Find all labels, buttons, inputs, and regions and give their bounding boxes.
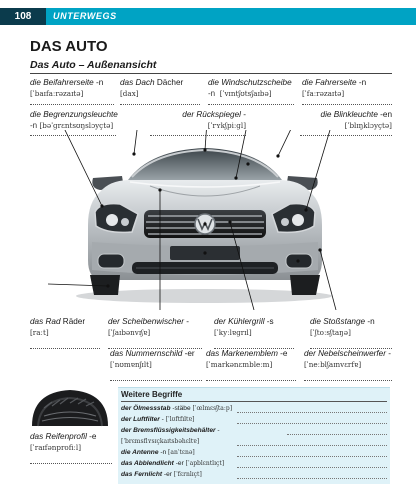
- glossary-item: die Antenne -n [anˈtɛnə]: [121, 447, 387, 458]
- left-fog-light: [98, 254, 124, 268]
- term-windschutzscheibe: die Windschutzscheibe -n [ˈvɪntʃʊtsʃaɪbə]: [208, 78, 294, 105]
- term-begrenzungsleuchte: die Begrenzungsleuchte -n [bəˈɡrɛntsʊŋslɔyçtə]: [30, 110, 116, 136]
- left-wheel: [90, 275, 120, 295]
- glossary-box: [118, 387, 390, 484]
- term-dach: das Dach Dächer [dax]: [120, 78, 200, 105]
- glossary-title: Weitere Begriffe: [121, 390, 183, 399]
- page-title: DAS AUTO: [30, 38, 108, 55]
- tire-tread-image: [30, 386, 110, 428]
- term-nummernschild: das Nummernschild -er [ˈnʊmɐnʃɪlt]: [110, 349, 202, 381]
- glossary-item-continuation: [ˈbrɛmsflʏsɪçkaɪtsbəhɛltɐ]: [121, 436, 387, 447]
- subtitle: Das Auto – Außenansicht: [30, 59, 157, 71]
- glossary-divider: [121, 401, 387, 402]
- term-kuehlergrill: der Kühlergrill -s [ˈkyːlɐɡrɪl]: [214, 317, 294, 349]
- subtitle-divider: [30, 73, 392, 74]
- term-nebelscheinwerfer: der Nebelscheinwerfer - [ˈneːblʃaɪnvɛrfɐ]: [304, 349, 392, 381]
- term-markenemblem: das Markenemblem -e [ˈmarkənɛmbleːm]: [206, 349, 296, 381]
- page-number: 108: [0, 8, 46, 25]
- term-reifenprofil: das Reifenprofil -e [ˈraɪfənprofiːl]: [30, 432, 112, 464]
- term-blinkleuchte: die Blinkleuchte -en [ˈblɪŋklɔyçtə]: [300, 110, 392, 136]
- car-front-illustration: [0, 130, 416, 310]
- windshield: [128, 148, 282, 180]
- glossary-item: der Luftfilter - [ˈlʊftfɪltɐ]: [121, 414, 387, 425]
- glossary-item: das Fernlicht -er [ˈfɛrnlɪçt]: [121, 469, 387, 480]
- term-rad: das Rad Räder [raːt]: [30, 317, 100, 349]
- glossary-item: der Ölmessstab -stäbe [ˈœlmɛsʃtaːp]: [121, 403, 387, 414]
- term-fahrerseite: die Fahrerseite -n [ˈfaːrəzaɪtə]: [302, 78, 392, 105]
- glossary-item: der Bremsflüssigkeitsbehälter -: [121, 425, 387, 436]
- term-rueckspiegel: der Rückspiegel - [ˈrʏkʃpiːɡl]: [150, 110, 246, 136]
- term-stossstange: die Stoßstange -n [ˈʃtoːsʃtaŋə]: [310, 317, 392, 349]
- section-label: UNTERWEGS: [53, 11, 117, 21]
- glossary-item: das Abblendlicht -er [ˈapblɛntlɪçt]: [121, 458, 387, 469]
- right-wheel: [290, 275, 320, 295]
- term-scheibenwischer: der Scheibenwischer - [ˈʃaɪbənvɪʃɐ]: [108, 317, 202, 349]
- term-beifahrerseite: die Beifahrerseite -n [ˈbaɪfaːrəzaɪtə]: [30, 78, 114, 105]
